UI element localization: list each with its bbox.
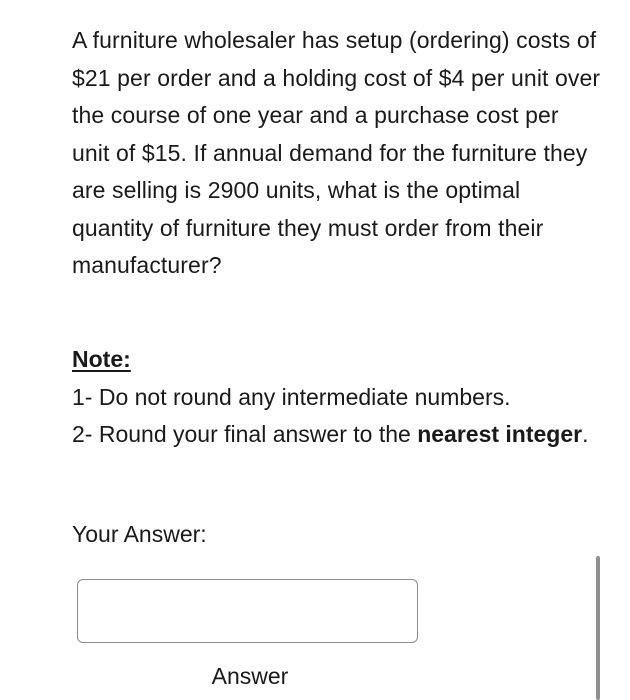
question-text: A furniture wholesaler has setup (ordering) costs of $21 per order and a holding cost of $4 per unit over the course of one year and a purchase cost per unit of $15. If annual demand for the furniture they are selling is 2900 units, what is the optimal quantity of furniture they must order from their manufacturer? (72, 27, 601, 278)
note-line-2-suffix: . (582, 421, 589, 447)
answer-label: Your Answer: (72, 521, 207, 547)
note-line-2 (72, 416, 602, 454)
note-section (72, 341, 602, 454)
scrollbar-thumb[interactable] (596, 556, 600, 700)
note-line-2-prefix: 2- Round your final answer to the (72, 421, 418, 447)
note-line-1: 1- Do not round any intermediate numbers. (72, 383, 511, 410)
answer-input[interactable] (77, 579, 418, 643)
answer-button[interactable]: Answer (200, 657, 300, 695)
note-emphasis-nearest: nearest (417, 421, 500, 447)
note-emphasis-integer: integer (505, 421, 583, 447)
note-heading: Note: (72, 346, 131, 372)
